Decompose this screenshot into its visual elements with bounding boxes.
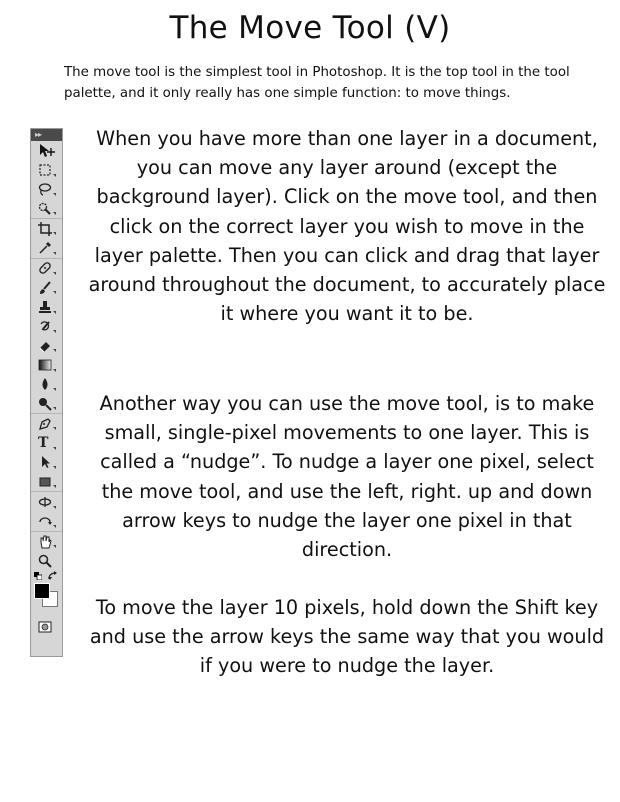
color-swatches: [31, 571, 62, 617]
eraser-tool[interactable]: [31, 336, 62, 355]
spot-healing-tool[interactable]: [31, 258, 62, 278]
photoshop-toolbox: [30, 128, 63, 657]
brush-tool-icon: [38, 281, 52, 295]
path-selection-tool[interactable]: [31, 453, 62, 472]
pen-tool[interactable]: [31, 413, 62, 433]
move-tool-icon: [38, 143, 56, 158]
clone-stamp-tool[interactable]: [31, 297, 62, 316]
quick-mask-button[interactable]: [31, 617, 62, 639]
3d-rotate-tool-icon: [38, 495, 52, 509]
3d-orbit-tool[interactable]: [31, 512, 62, 531]
zoom-tool-icon: [38, 554, 52, 568]
marquee-tool[interactable]: [31, 160, 62, 179]
blur-tool-icon: [38, 377, 52, 391]
swap-colors-icon[interactable]: [48, 571, 58, 583]
crop-tool-icon: [38, 222, 52, 236]
clone-stamp-tool-icon: [38, 300, 52, 314]
paragraph-shift-nudge: To move the layer 10 pixels, hold down the Shift key and use the arrow keys the same way that you would if you were to nudge the layer.: [89, 596, 605, 678]
foreground-color-swatch[interactable]: [34, 583, 50, 599]
lasso-tool[interactable]: [31, 180, 62, 199]
quick-selection-tool[interactable]: [31, 199, 62, 218]
toolbox-collapse-handle[interactable]: ▸▸: [31, 129, 62, 141]
3d-orbit-tool-icon: [38, 514, 52, 528]
marquee-tool-icon: [38, 163, 52, 177]
page-title: The Move Tool (V): [169, 10, 451, 46]
pen-tool-icon: [38, 417, 52, 431]
spot-healing-tool-icon: [38, 261, 52, 275]
rectangle-tool-icon: [38, 475, 52, 489]
eyedropper-tool-icon: [38, 241, 52, 255]
history-brush-tool[interactable]: [31, 317, 62, 336]
rectangle-tool[interactable]: [31, 472, 62, 491]
eyedropper-tool[interactable]: [31, 238, 62, 257]
dodge-tool-icon: [38, 397, 52, 411]
dodge-tool[interactable]: [31, 394, 62, 413]
blur-tool[interactable]: [31, 375, 62, 394]
intro-paragraph: The move tool is the simplest tool in Photoshop. It is the top tool in the tool palette, and it only really has one simple function: to move things.: [64, 65, 570, 101]
gradient-tool-icon: [38, 358, 52, 372]
path-selection-tool-icon: [38, 455, 52, 469]
type-tool[interactable]: [31, 433, 62, 452]
gradient-tool[interactable]: [31, 355, 62, 374]
zoom-tool[interactable]: [31, 551, 62, 570]
eraser-tool-icon: [38, 339, 52, 353]
type-tool-icon: T: [38, 435, 49, 452]
quick-mask-icon: [38, 618, 52, 637]
move-tool[interactable]: [31, 141, 62, 160]
hand-tool[interactable]: [31, 531, 62, 551]
paragraph-move-layer: When you have more than one layer in a document, you can move any layer around (except the background layer). Click on the move tool, and then click on the correct layer you wish to move in the layer palette. Then you can click and drag that layer around throughout the document, to accurately place it where you want it to be.: [88, 127, 606, 326]
crop-tool[interactable]: [31, 218, 62, 238]
lasso-tool-icon: [38, 182, 52, 196]
default-colors-icon[interactable]: [34, 572, 42, 582]
3d-rotate-tool[interactable]: [31, 491, 62, 511]
quick-selection-tool-icon: [38, 202, 52, 216]
hand-tool-icon: [38, 535, 52, 549]
history-brush-tool-icon: [38, 319, 52, 333]
paragraph-nudge: Another way you can use the move tool, is to make small, single-pixel movements to one layer. This is called a “nudge”. To nudge a layer one pixel, select the move tool, and use the left, right. up and down arrow keys to nudge the layer one pixel in that direction.: [99, 392, 595, 562]
brush-tool[interactable]: [31, 278, 62, 297]
